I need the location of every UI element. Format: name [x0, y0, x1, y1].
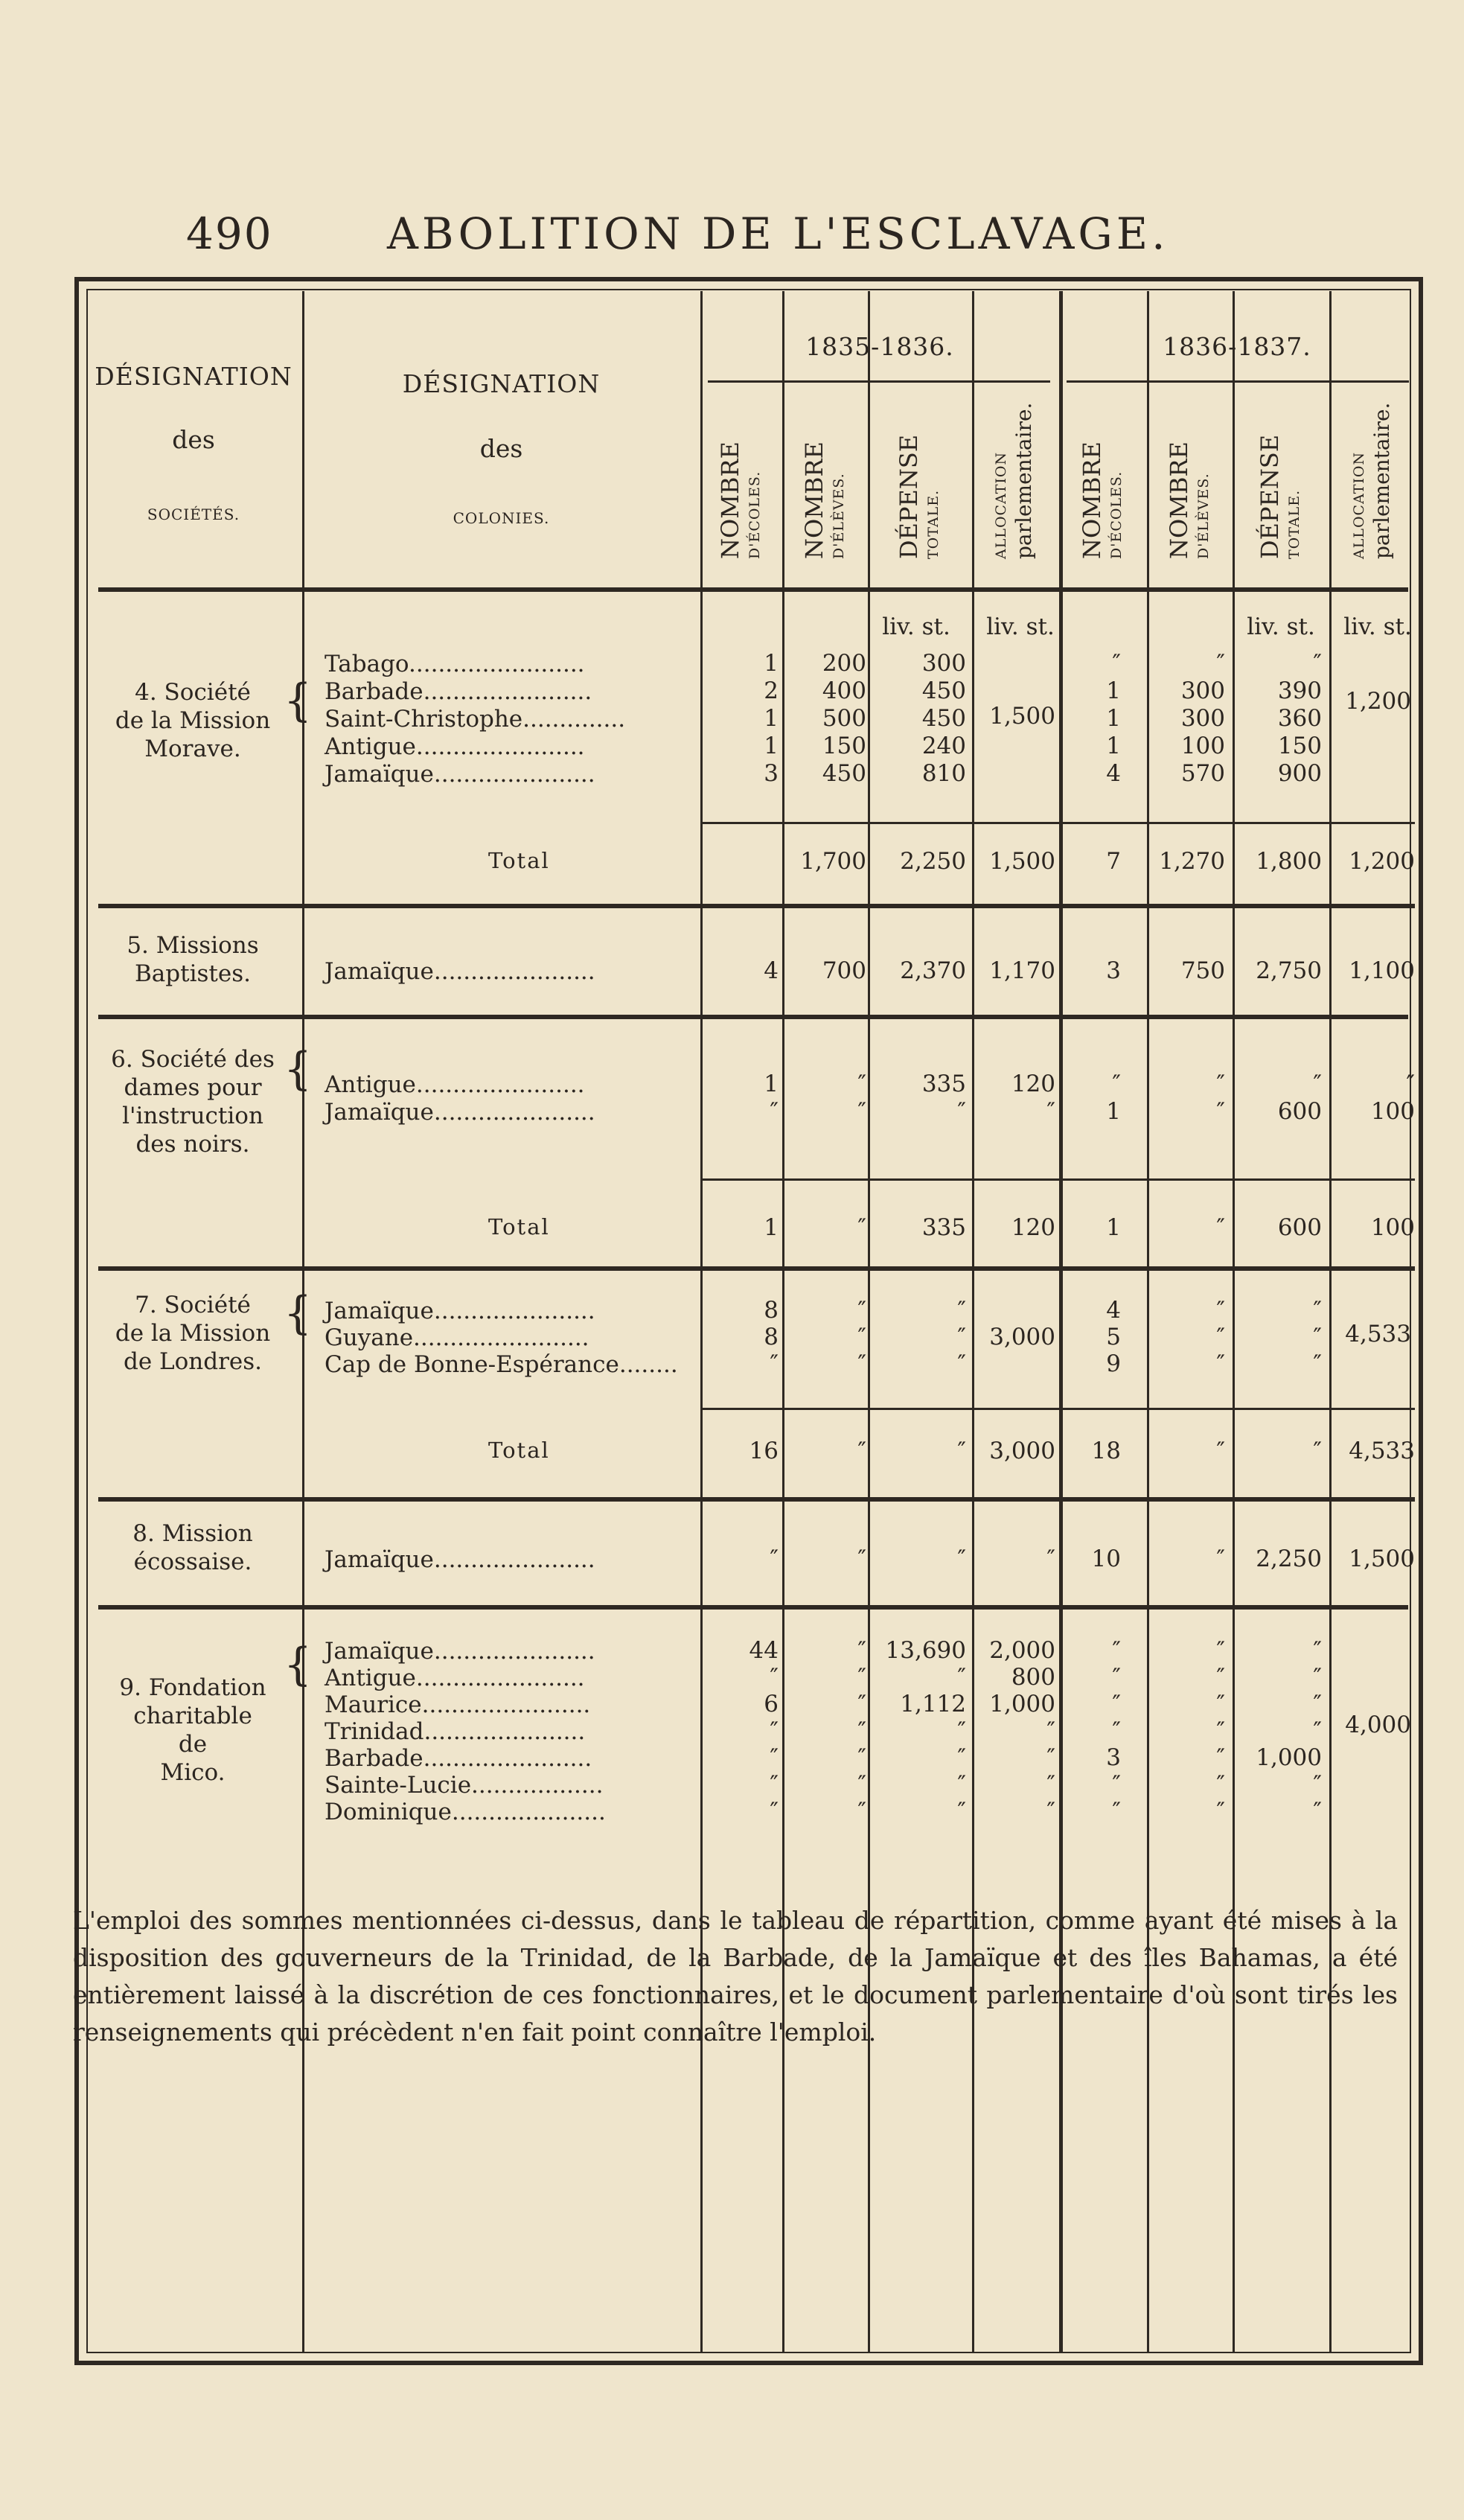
- table-cell: 2,250: [1256, 1546, 1322, 1572]
- table-cell: ″: [1216, 1798, 1225, 1825]
- rule: [700, 822, 1415, 824]
- rotated-header-depense: [1256, 435, 1305, 559]
- table-cell: ″: [857, 1664, 866, 1691]
- total-cell: 1,500: [989, 848, 1055, 875]
- colony-header-label: COLONIES.: [453, 509, 550, 527]
- table-cell: ″: [1046, 1798, 1055, 1825]
- table-cell: ″: [1216, 1350, 1225, 1377]
- total-cell: ″: [1216, 1214, 1225, 1241]
- table-cell: ″: [857, 1297, 866, 1324]
- total-cell: 3,000: [989, 1438, 1055, 1464]
- colony-name: Antigue.......................: [325, 1071, 585, 1098]
- table-cell: ″: [957, 1546, 966, 1572]
- table-cell: ″: [770, 1546, 779, 1572]
- table-cell: 300: [921, 650, 966, 677]
- table-cell: 1: [764, 705, 779, 732]
- colony-name: Jamaïque......................: [325, 1298, 595, 1324]
- colony-name: Maurice.......................: [325, 1691, 591, 1718]
- table-cell: ″: [857, 1717, 866, 1744]
- table-cell: ″: [1216, 1546, 1225, 1572]
- total-cell: ″: [1216, 1438, 1225, 1464]
- year-brace: [708, 380, 1050, 383]
- society-name: dames pour: [124, 1074, 262, 1101]
- rule: [700, 1497, 1415, 1502]
- table-cell: ″: [1112, 650, 1121, 677]
- table-cell: 1: [764, 650, 779, 677]
- table-cell: 4: [1106, 1297, 1121, 1324]
- table-cell: 570: [1180, 760, 1225, 787]
- table-cell: ″: [1313, 1324, 1322, 1350]
- table-cell: ″: [957, 1297, 966, 1324]
- header-line: D'ÉCOLES.: [1108, 470, 1125, 559]
- table-cell: ″: [1313, 1350, 1322, 1377]
- table-cell: ″: [1216, 1637, 1225, 1664]
- total-cell: 1,270: [1159, 848, 1225, 875]
- table-cell: ″: [1313, 1798, 1322, 1825]
- total-cell: 7: [1106, 848, 1121, 875]
- table-cell: ″: [1046, 1771, 1055, 1798]
- society-name: de Londres.: [123, 1348, 263, 1375]
- header-rule: [98, 587, 1408, 592]
- colony-name: Antigue.......................: [325, 1665, 585, 1691]
- rotated-header-allocation: [1349, 403, 1395, 559]
- table-cell: ″: [1112, 1664, 1121, 1691]
- table-cell: 10: [1091, 1546, 1121, 1572]
- table-cell: ″: [957, 1717, 966, 1744]
- table-cell: ″: [1112, 1691, 1121, 1717]
- table-cell: ″: [1216, 1771, 1225, 1798]
- table-cell: 100: [1370, 1098, 1415, 1125]
- rule: [98, 904, 701, 908]
- table-cell: 1,500: [1349, 1546, 1415, 1572]
- brace-g4: {: [284, 674, 313, 727]
- table-cell: ″: [857, 1098, 866, 1125]
- table-cell: 360: [1277, 705, 1322, 732]
- year-brace: [1067, 380, 1409, 383]
- running-title: ABOLITION DE L'ESCLAVAGE.: [387, 208, 1169, 259]
- colony-name: Barbade.......................: [325, 1745, 592, 1772]
- unit-label: liv. st.: [986, 613, 1055, 640]
- society-name: l'instruction: [122, 1103, 263, 1129]
- table-cell: ″: [957, 1098, 966, 1125]
- table-cell: 2,370: [900, 957, 966, 984]
- rule: [700, 1266, 1415, 1271]
- total-label: Total: [488, 848, 550, 873]
- society-header-designation: DÉSIGNATION: [95, 362, 293, 391]
- brace-g7: {: [284, 1287, 313, 1339]
- table-cell: 1,112: [900, 1691, 966, 1717]
- total-cell: 600: [1277, 1214, 1322, 1241]
- table-cell: 1,000: [989, 1691, 1055, 1717]
- page-number: 490: [186, 208, 273, 259]
- society-name: de la Mission: [115, 1320, 271, 1347]
- table-cell: 600: [1277, 1098, 1322, 1125]
- table-cell: ″: [1046, 1744, 1055, 1771]
- colony-name: Dominique.....................: [325, 1799, 606, 1825]
- unit-label: liv. st.: [882, 613, 950, 640]
- table-cell: ″: [857, 1691, 866, 1717]
- society-name: 7. Société: [135, 1292, 251, 1318]
- table-cell: 1,100: [1349, 957, 1415, 984]
- society-name: écossaise.: [133, 1548, 252, 1575]
- table-cell: ″: [1406, 1071, 1415, 1097]
- table-cell: 400: [822, 677, 866, 704]
- rule: [98, 1015, 1408, 1019]
- table-cell: ″: [1313, 1071, 1322, 1097]
- table-cell: ″: [1313, 1771, 1322, 1798]
- society-header-des: des: [172, 425, 215, 454]
- table-cell: ″: [957, 1771, 966, 1798]
- table-cell: ″: [957, 1324, 966, 1350]
- rule: [98, 1497, 701, 1502]
- table-cell: ″: [857, 1350, 866, 1377]
- table-cell: ″: [1112, 1771, 1121, 1798]
- colony-name: Jamaïque......................: [325, 1638, 595, 1665]
- total-cell: 100: [1370, 1214, 1415, 1241]
- table-cell: 750: [1180, 957, 1225, 984]
- rotated-header-nombre_ecoles: [716, 441, 765, 559]
- total-cell: 16: [749, 1438, 779, 1464]
- table-cell: ″: [1313, 650, 1322, 677]
- table-cell: ″: [1112, 1798, 1121, 1825]
- table-cell: 3: [1106, 957, 1121, 984]
- table-cell: 5: [1106, 1324, 1121, 1350]
- table-cell: 800: [1011, 1664, 1055, 1691]
- society-name: 8. Mission: [132, 1520, 253, 1547]
- table-cell: ″: [1216, 1324, 1225, 1350]
- table-cell: 390: [1277, 677, 1322, 704]
- rotated-header-nombre_eleves: [800, 441, 849, 559]
- society-name: 6. Société des: [111, 1046, 275, 1073]
- colony-header-designation: DÉSIGNATION: [402, 369, 601, 398]
- total-label: Total: [488, 1214, 550, 1240]
- header-line: parlementaire.: [1011, 402, 1036, 559]
- header-line: ALLOCATION: [992, 451, 1009, 559]
- table-cell: ″: [1313, 1691, 1322, 1717]
- table-cell: 9: [1106, 1350, 1121, 1377]
- table-cell: 200: [822, 650, 866, 677]
- total-cell: 1,200: [1349, 848, 1415, 875]
- table-cell: ″: [1216, 1717, 1225, 1744]
- table-cell: 4: [1106, 760, 1121, 787]
- table-cell: ″: [857, 1071, 866, 1097]
- colony-name: Jamaïque......................: [325, 958, 595, 985]
- table-cell: ″: [1046, 1098, 1055, 1125]
- header-line: DÉPENSE: [1256, 434, 1284, 559]
- table-cell: ″: [1216, 1664, 1225, 1691]
- table-cell: ″: [957, 1798, 966, 1825]
- merged-alloc: 3,000: [989, 1324, 1055, 1350]
- table-cell: ″: [957, 1350, 966, 1377]
- table-cell: 1: [764, 1071, 779, 1097]
- table-cell: ″: [1216, 650, 1225, 677]
- header-line: NOMBRE: [1164, 441, 1193, 559]
- table-cell: 13,690: [885, 1637, 966, 1664]
- table-cell: 8: [764, 1297, 779, 1324]
- year-header-1836: 1836-1837.: [1163, 332, 1311, 361]
- society-name: charitable: [133, 1703, 252, 1729]
- table-cell: ″: [857, 1744, 866, 1771]
- total-cell: 1: [1106, 1214, 1121, 1241]
- table-cell: ″: [1216, 1744, 1225, 1771]
- rule: [98, 1266, 701, 1271]
- table-cell: 300: [1180, 677, 1225, 704]
- society-name: 9. Fondation: [119, 1674, 266, 1701]
- society-name: des noirs.: [135, 1131, 250, 1158]
- society-name: 5. Missions: [127, 932, 259, 959]
- table-cell: 1: [1106, 677, 1121, 704]
- rotated-header-depense: [895, 435, 944, 559]
- colony-name: Barbade.......................: [325, 678, 592, 705]
- total-cell: 1,800: [1256, 848, 1322, 875]
- header-line: D'ÉCOLES.: [747, 470, 763, 559]
- society-name: Mico.: [160, 1759, 226, 1786]
- header-line: NOMBRE: [799, 441, 828, 559]
- brace-g9: {: [284, 1639, 313, 1691]
- table-cell: ″: [1313, 1664, 1322, 1691]
- total-cell: ″: [1313, 1438, 1322, 1464]
- table-cell: 1: [1106, 1098, 1121, 1125]
- total-cell: 335: [921, 1214, 966, 1241]
- table-cell: ″: [1216, 1297, 1225, 1324]
- table-cell: 900: [1277, 760, 1322, 787]
- total-cell: 18: [1091, 1438, 1121, 1464]
- table-cell: ″: [1313, 1637, 1322, 1664]
- total-cell: 1,700: [800, 848, 866, 875]
- footnote: L'emploi des sommes mentionnées ci-dessus, dans le tableau de répartition, comme ayant été mises à la disposition des gouverneurs de la Trinidad, de la Barbade, de la Jamaïque et des îles Bahamas, a été entièrement laissé à la discrétion de ces fonctionnaires, et le document parlementaire d'où sont tirés les renseignements qui précèdent n'en fait point connaître l'emploi.: [73, 1906, 1398, 2047]
- table-cell: 335: [921, 1071, 966, 1097]
- header-line: parlementaire.: [1369, 402, 1394, 559]
- total-cell: 120: [1011, 1214, 1055, 1241]
- table-cell: 8: [764, 1324, 779, 1350]
- total-cell: 1: [764, 1214, 779, 1241]
- society-name: Morave.: [144, 736, 241, 762]
- table-cell: 450: [921, 705, 966, 732]
- table-cell: ″: [857, 1637, 866, 1664]
- table-cell: 3: [764, 760, 779, 787]
- society-name: de: [178, 1731, 208, 1758]
- total-label: Total: [488, 1438, 550, 1463]
- table-cell: ″: [857, 1324, 866, 1350]
- merged-alloc: 4,000: [1345, 1712, 1411, 1738]
- merged-alloc: 1,500: [989, 703, 1055, 730]
- colony-name: Guyane........................: [325, 1324, 589, 1351]
- society-header-label: SOCIÉTÉS.: [147, 505, 240, 523]
- rule: [700, 1408, 1415, 1410]
- table-cell: ″: [1216, 1691, 1225, 1717]
- header-line: TOTALE.: [925, 489, 942, 559]
- unit-label: liv. st.: [1343, 613, 1412, 640]
- colony-name: Jamaïque......................: [325, 761, 595, 788]
- total-cell: 4,533: [1349, 1438, 1415, 1464]
- table-cell: ″: [1313, 1297, 1322, 1324]
- page-header: [0, 201, 1464, 268]
- society-name: 4. Société: [135, 679, 251, 706]
- table-cell: ″: [770, 1098, 779, 1125]
- table-cell: 44: [749, 1637, 779, 1664]
- table-cell: ″: [770, 1744, 779, 1771]
- table-cell: ″: [1216, 1071, 1225, 1097]
- table-cell: ″: [770, 1771, 779, 1798]
- table-cell: ″: [770, 1717, 779, 1744]
- table-cell: ″: [1216, 1098, 1225, 1125]
- unit-label: liv. st.: [1247, 613, 1315, 640]
- header-line: DÉPENSE: [895, 434, 923, 559]
- header-line: ALLOCATION: [1351, 451, 1367, 559]
- society-name: Baptistes.: [135, 960, 251, 987]
- colony-name: Saint-Christophe..............: [325, 706, 626, 733]
- year-header-1835: 1835-1836.: [805, 332, 954, 361]
- table-cell: 1: [1106, 705, 1121, 732]
- table-cell: ″: [857, 1798, 866, 1825]
- table-cell: ″: [1313, 1717, 1322, 1744]
- table-cell: 3: [1106, 1744, 1121, 1771]
- table-cell: 2,000: [989, 1637, 1055, 1664]
- table-cell: ″: [1046, 1546, 1055, 1572]
- colony-header-des: des: [479, 434, 523, 463]
- table-cell: 1: [764, 733, 779, 759]
- table-cell: ″: [770, 1798, 779, 1825]
- rotated-header-allocation: [991, 403, 1037, 559]
- table-cell: ″: [857, 1771, 866, 1798]
- table-cell: 1,000: [1256, 1744, 1322, 1771]
- statistics-table: [74, 277, 1423, 2365]
- total-cell: ″: [857, 1214, 866, 1241]
- table-cell: 500: [822, 705, 866, 732]
- table-cell: 810: [921, 760, 966, 787]
- table-cell: 1,170: [989, 957, 1055, 984]
- colony-name: Jamaïque......................: [325, 1099, 595, 1126]
- table-cell: ″: [770, 1350, 779, 1377]
- total-cell: ″: [957, 1438, 966, 1464]
- table-cell: ″: [770, 1664, 779, 1691]
- colony-name: Trinidad......................: [325, 1718, 586, 1745]
- table-cell: ″: [1046, 1717, 1055, 1744]
- table-cell: 240: [921, 733, 966, 759]
- table-cell: ″: [957, 1664, 966, 1691]
- header-line: D'ÉLÈVES.: [830, 473, 847, 559]
- rotated-header-nombre_eleves: [1165, 441, 1214, 559]
- colony-name: Jamaïque......................: [325, 1546, 595, 1573]
- colony-name: Cap de Bonne-Espérance........: [325, 1351, 678, 1378]
- table-cell: 1: [1106, 733, 1121, 759]
- merged-alloc: 1,200: [1345, 688, 1411, 715]
- table-cell: 450: [822, 760, 866, 787]
- table-cell: 100: [1180, 733, 1225, 759]
- table-cell: 2: [764, 677, 779, 704]
- colony-name: Tabago........................: [325, 651, 585, 677]
- society-name: de la Mission: [115, 707, 271, 734]
- header-line: NOMBRE: [1078, 441, 1106, 559]
- header-line: D'ÉLÈVES.: [1195, 473, 1212, 559]
- table-cell: ″: [857, 1546, 866, 1572]
- table-cell: ″: [1112, 1717, 1121, 1744]
- rule: [700, 904, 1415, 908]
- table-cell: 4: [764, 957, 779, 984]
- rule: [700, 1178, 1415, 1181]
- total-cell: ″: [857, 1438, 866, 1464]
- colony-name: Antigue.......................: [325, 733, 585, 760]
- table-cell: ″: [1112, 1637, 1121, 1664]
- rule: [98, 1605, 1408, 1610]
- table-cell: 150: [822, 733, 866, 759]
- table-cell: ″: [1112, 1071, 1121, 1097]
- table-cell: 2,750: [1256, 957, 1322, 984]
- table-cell: 700: [822, 957, 866, 984]
- table-cell: 300: [1180, 705, 1225, 732]
- table-cell: 150: [1277, 733, 1322, 759]
- colony-name: Sainte-Lucie..................: [325, 1772, 604, 1799]
- header-line: NOMBRE: [716, 441, 744, 559]
- total-cell: 2,250: [900, 848, 966, 875]
- table-cell: ″: [957, 1744, 966, 1771]
- table-cell: 120: [1011, 1071, 1055, 1097]
- table-cell: 6: [764, 1691, 779, 1717]
- table-cell: 450: [921, 677, 966, 704]
- rotated-header-nombre_ecoles: [1078, 441, 1127, 559]
- merged-alloc: 4,533: [1345, 1321, 1411, 1347]
- brace-g6: {: [284, 1043, 313, 1095]
- header-line: TOTALE.: [1286, 489, 1302, 559]
